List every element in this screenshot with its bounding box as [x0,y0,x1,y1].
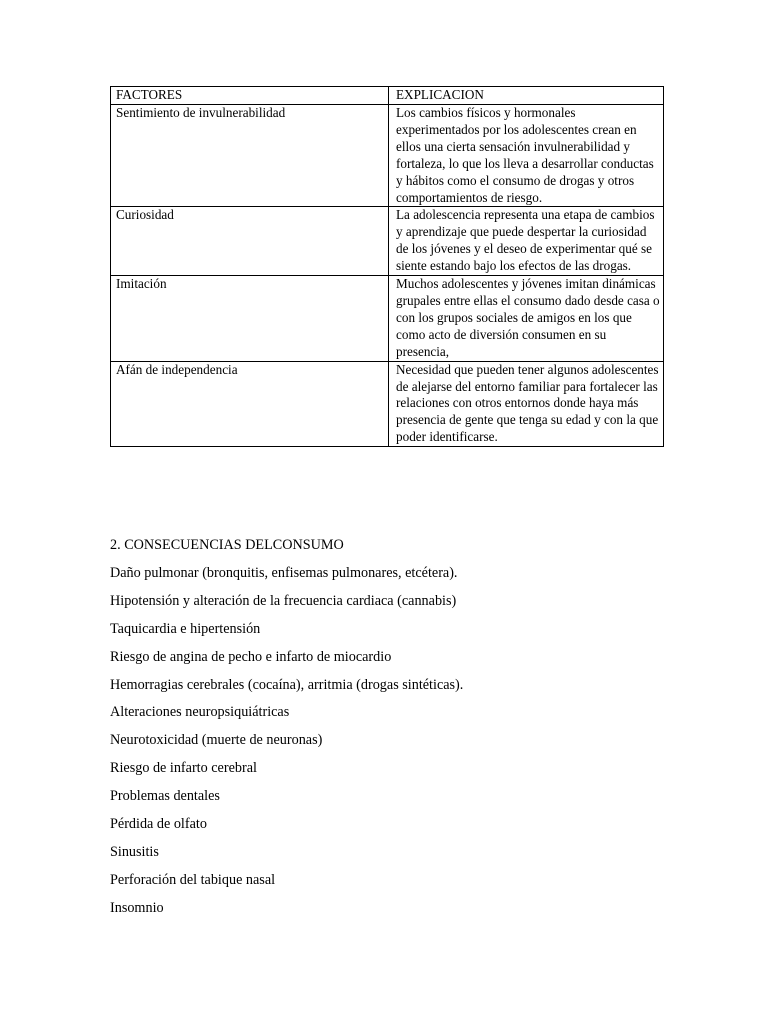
list-item: Alteraciones neuropsiquiátricas [110,704,290,721]
factors-table [110,86,664,447]
table-row [111,207,664,276]
table-row [111,361,664,447]
list-item: Riesgo de infarto cerebral [110,760,257,777]
explanation-cell: Los cambios físicos y hormonales experimentados por los adolescentes crean en ellos una cierta sensación invulnerabilidad y fortaleza, lo que los lleva a desarrollar conductas y hábitos como el consumo de drogas y otros comportamientos de riesgo. [389,105,664,207]
table-header-row [111,87,664,105]
factor-cell: Imitación [111,276,389,362]
list-item: Hemorragias cerebrales (cocaína), arritmia (drogas sintéticas). [110,676,464,693]
factor-cell: Afán de independencia [111,361,389,447]
list-item: Insomnio [110,899,164,916]
header-explicacion: EXPLICACION [389,87,664,105]
list-item: Pérdida de olfato [110,816,207,833]
list-item: Problemas dentales [110,788,220,805]
consequences-section [110,536,670,927]
list-item: Neurotoxicidad (muerte de neuronas) [110,732,323,749]
factor-cell: Sentimiento de invulnerabilidad [111,105,389,207]
section-heading: 2. CONSECUENCIAS DELCONSUMO [110,537,344,553]
factor-cell: Curiosidad [111,207,389,276]
explanation-cell: Necesidad que pueden tener algunos adolescentes de alejarse del entorno familiar para fortalecer las relaciones con otros entornos donde haya más presencia de gente que tenga su edad y con la que poder identificarse. [389,361,664,447]
list-item: Taquicardia e hipertensión [110,620,261,637]
list-item: Perforación del tabique nasal [110,871,276,888]
list-item: Sinusitis [110,843,159,860]
explanation-cell: Muchos adolescentes y jóvenes imitan dinámicas grupales entre ellas el consumo dado desde casa o con los grupos sociales de amigos en los que como acto de diversión consumen en su presencia, [389,276,664,362]
table-row [111,105,664,207]
factors-table-container [110,86,658,447]
list-item: Hipotensión y alteración de la frecuencia cardiaca (cannabis) [110,592,457,609]
list-item: Daño pulmonar (bronquitis, enfisemas pulmonares, etcétera). [110,565,458,581]
header-factores: FACTORES [111,87,389,105]
explanation-cell: La adolescencia representa una etapa de cambios y aprendizaje que puede despertar la curiosidad de los jóvenes y el deseo de experimentar qué se siente estando bajo los efectos de las drogas. [389,207,664,276]
table-row [111,276,664,362]
list-item: Riesgo de angina de pecho e infarto de miocardio [110,648,392,665]
